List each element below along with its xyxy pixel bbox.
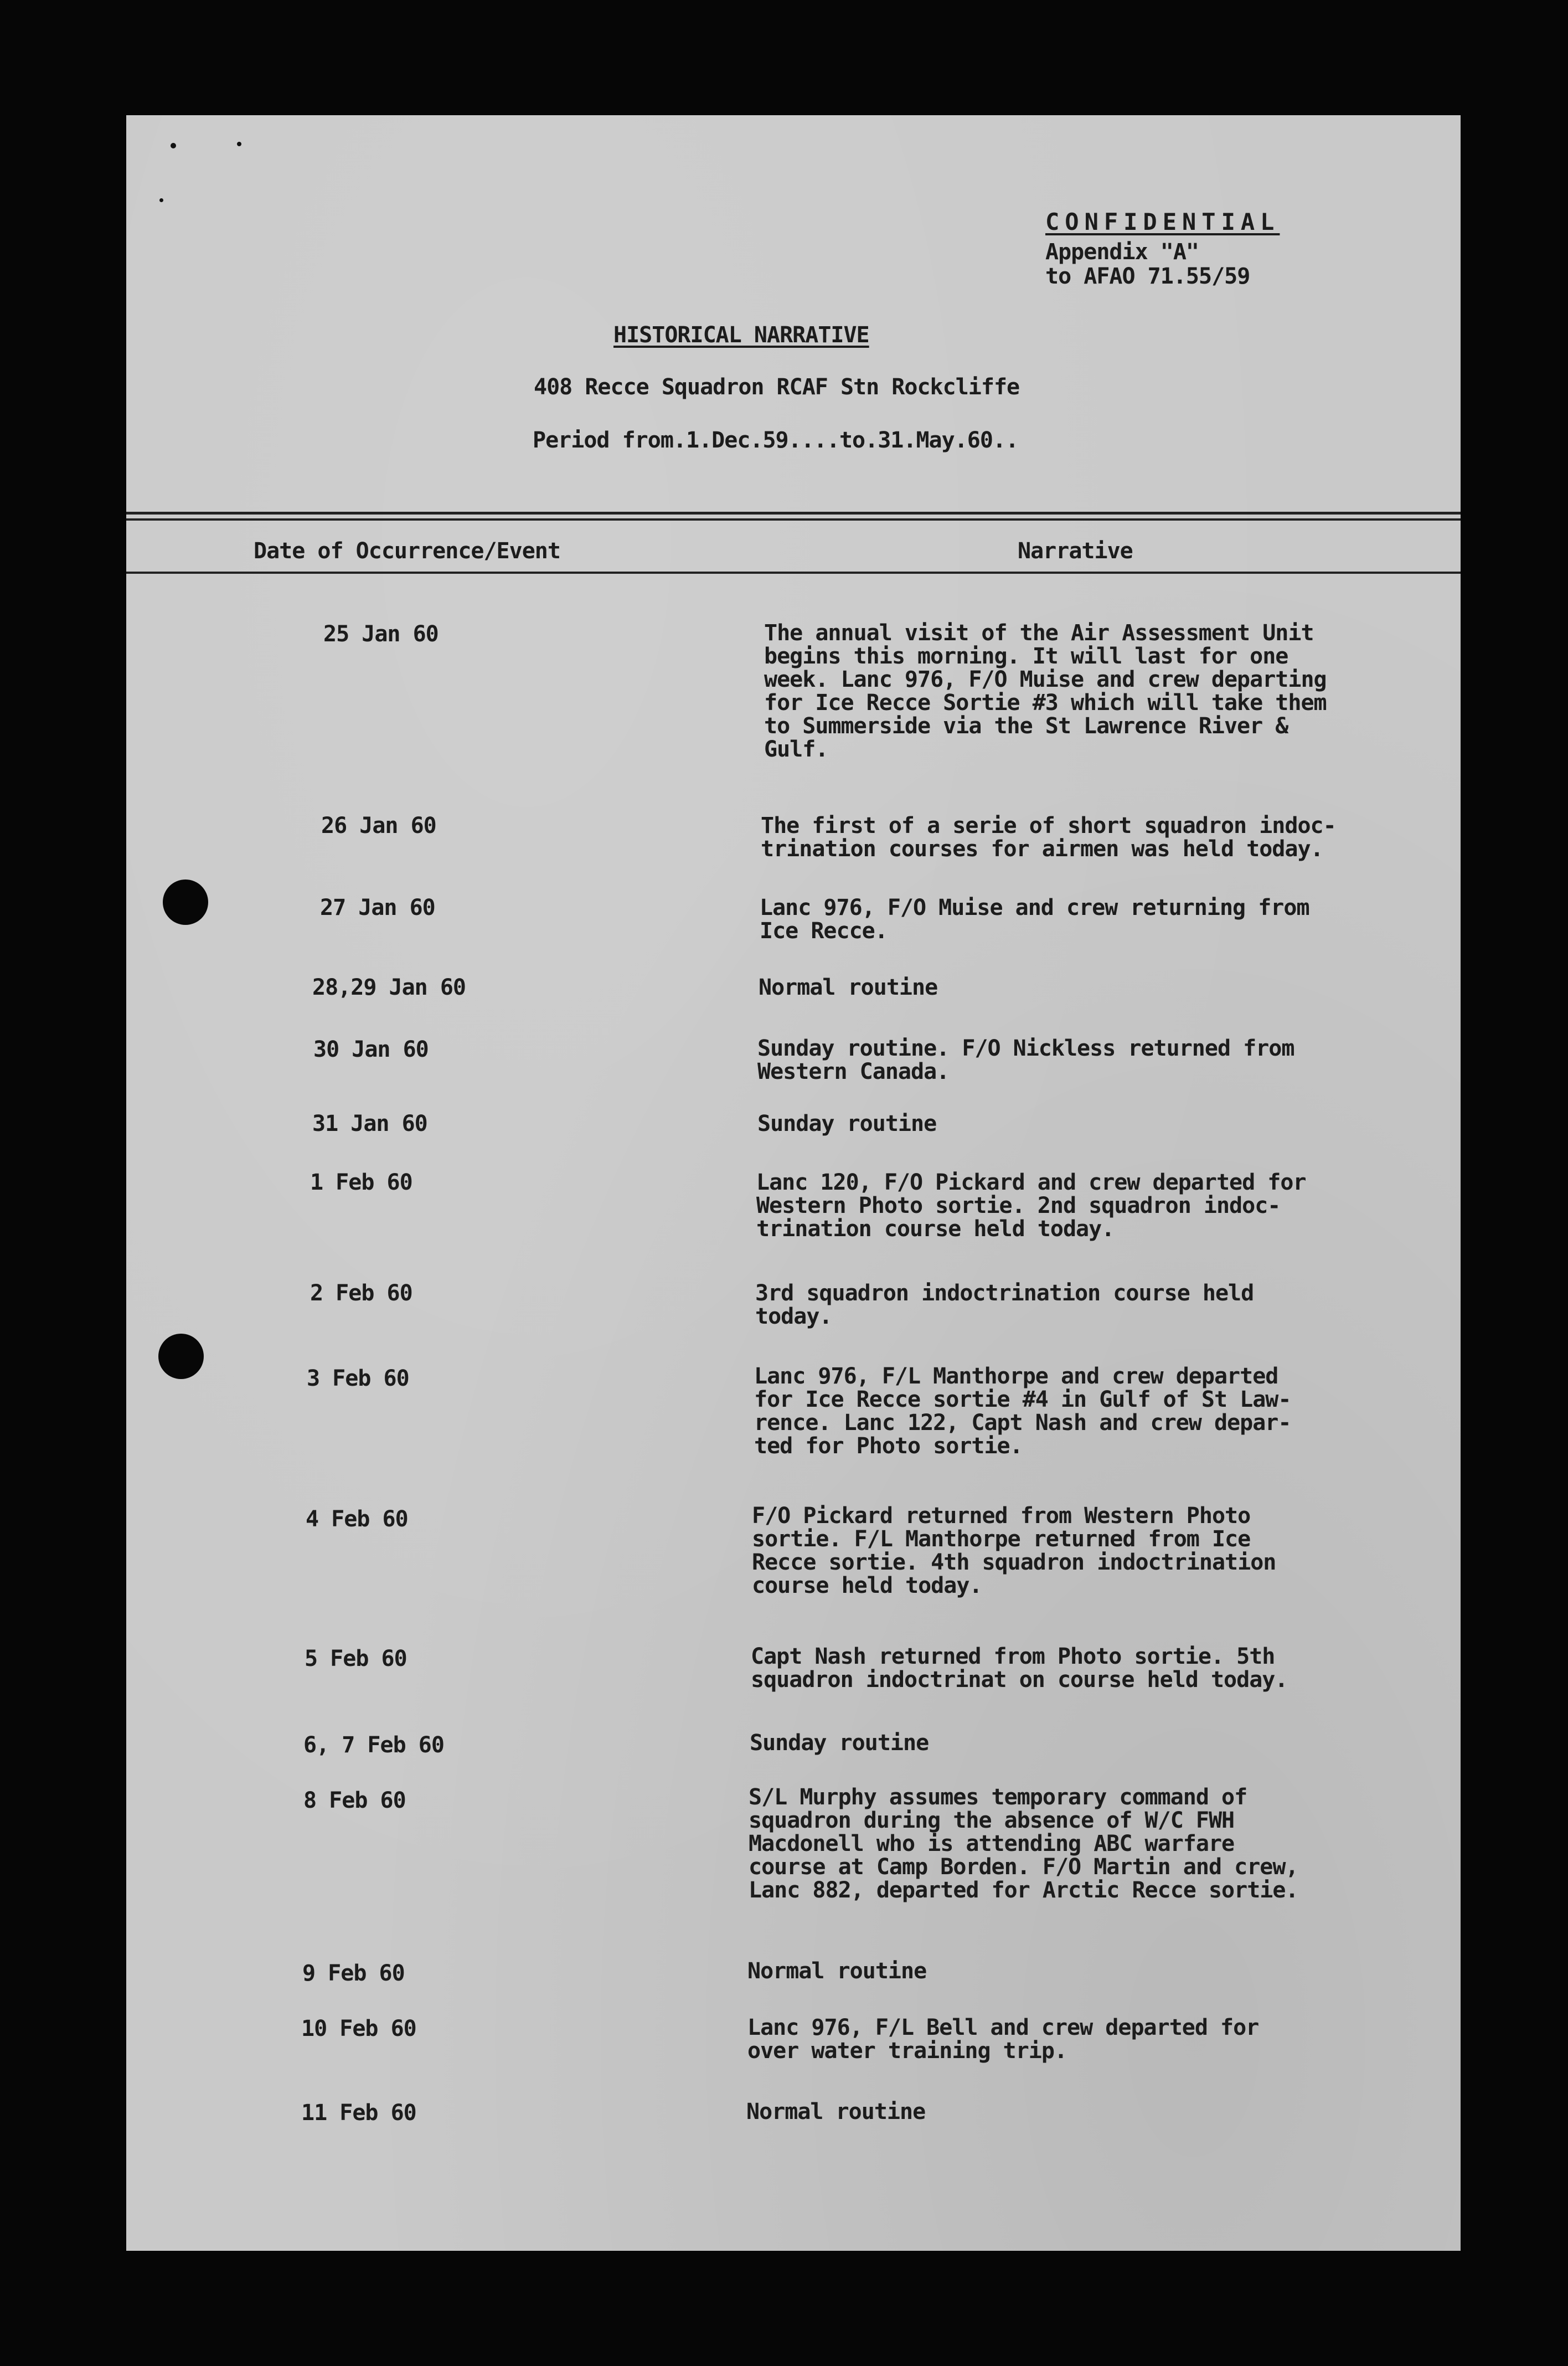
row-date: 31 Jan 60 [312, 1111, 427, 1136]
row-date: 5 Feb 60 [305, 1646, 407, 1671]
speck [237, 142, 241, 146]
row-date: 26 Jan 60 [321, 813, 436, 839]
appendix-label: Appendix "A" [1045, 239, 1199, 265]
row-narrative: F/O Pickard returned from Western Photo sortie. F/L Manthorpe returned from Ice Recce sortie. 4th squadron indoctrination course held today. [752, 1503, 1276, 1598]
row-narrative: 3rd squadron indoctrination course held today. [755, 1280, 1254, 1329]
table-top-rule [126, 512, 1461, 515]
row-narrative: Lanc 976, F/L Bell and crew departed for over water training trip. [747, 2015, 1259, 2064]
row-narrative: Normal routine [746, 2099, 926, 2125]
row-narrative: Normal routine [759, 975, 938, 1000]
row-date: 1 Feb 60 [310, 1170, 412, 1195]
row-date: 25 Jan 60 [323, 621, 439, 647]
row-date: 6, 7 Feb 60 [303, 1732, 444, 1758]
row-date: 10 Feb 60 [301, 2016, 416, 2041]
table-header-rule [126, 572, 1461, 574]
row-narrative: Sunday routine [750, 1730, 929, 1756]
row-narrative: Capt Nash returned from Photo sortie. 5th squadron indoctrinat on course held today. [751, 1644, 1288, 1693]
row-date: 8 Feb 60 [303, 1788, 406, 1813]
row-date: 9 Feb 60 [302, 1961, 405, 1986]
row-date: 11 Feb 60 [301, 2100, 416, 2126]
speck [159, 198, 163, 202]
row-narrative: Lanc 976, F/L Manthorpe and crew departed for Ice Recce sortie #4 in Gulf of St Law- rence. Lanc 122, Capt Nash and crew depar- ted for Photo sortie. [754, 1364, 1291, 1459]
row-narrative: Sunday routine. F/O Nickless returned from Western Canada. [757, 1036, 1294, 1084]
unit-name: 408 Recce Squadron RCAF Stn Rockcliffe [534, 374, 1020, 400]
row-date: 28,29 Jan 60 [312, 975, 466, 1000]
speck [171, 143, 176, 148]
row-date: 27 Jan 60 [320, 895, 435, 920]
punch-hole [163, 879, 208, 925]
row-date: 3 Feb 60 [307, 1366, 409, 1391]
document-title: HISTORICAL NARRATIVE [613, 322, 869, 348]
classification-marking: CONFIDENTIAL [1045, 208, 1280, 235]
table-top-rule-2 [126, 518, 1461, 521]
row-narrative: Sunday routine [757, 1111, 937, 1136]
row-narrative: S/L Murphy assumes temporary command of squadron during the absence of W/C FWH Macdonell who is attending ABC warfare course at Camp Borden. F/O Martin and crew, Lanc 882, departed for Arctic Recce sortie. [749, 1784, 1298, 1903]
row-narrative: Lanc 120, F/O Pickard and crew departed for Western Photo sortie. 2nd squadron indoc- trination course held today. [756, 1170, 1306, 1242]
period-line: Period from.1.Dec.59....to.31.May.60.. [533, 428, 1019, 453]
punch-hole [158, 1334, 204, 1379]
row-narrative: Lanc 976, F/O Muise and crew returning from Ice Recce. [760, 895, 1309, 944]
document-page [126, 115, 1461, 2251]
row-date: 30 Jan 60 [313, 1037, 429, 1062]
row-narrative: The annual visit of the Air Assessment Unit begins this morning. It will last for one week. Lanc 976, F/O Muise and crew departing for Ice Recce Sortie #3 which will take them to Summerside via the St Lawrence River & Gulf. [764, 620, 1327, 762]
row-narrative: Normal routine [747, 1958, 927, 1984]
column-header-narrative: Narrative [1018, 538, 1133, 564]
row-narrative: The first of a serie of short squadron indoc- trination courses for airmen was held today. [761, 813, 1336, 862]
column-header-date: Date of Occurrence/Event [254, 538, 560, 564]
reference-label: to AFAO 71.55/59 [1045, 264, 1250, 289]
row-date: 2 Feb 60 [310, 1280, 412, 1306]
row-date: 4 Feb 60 [306, 1506, 408, 1532]
